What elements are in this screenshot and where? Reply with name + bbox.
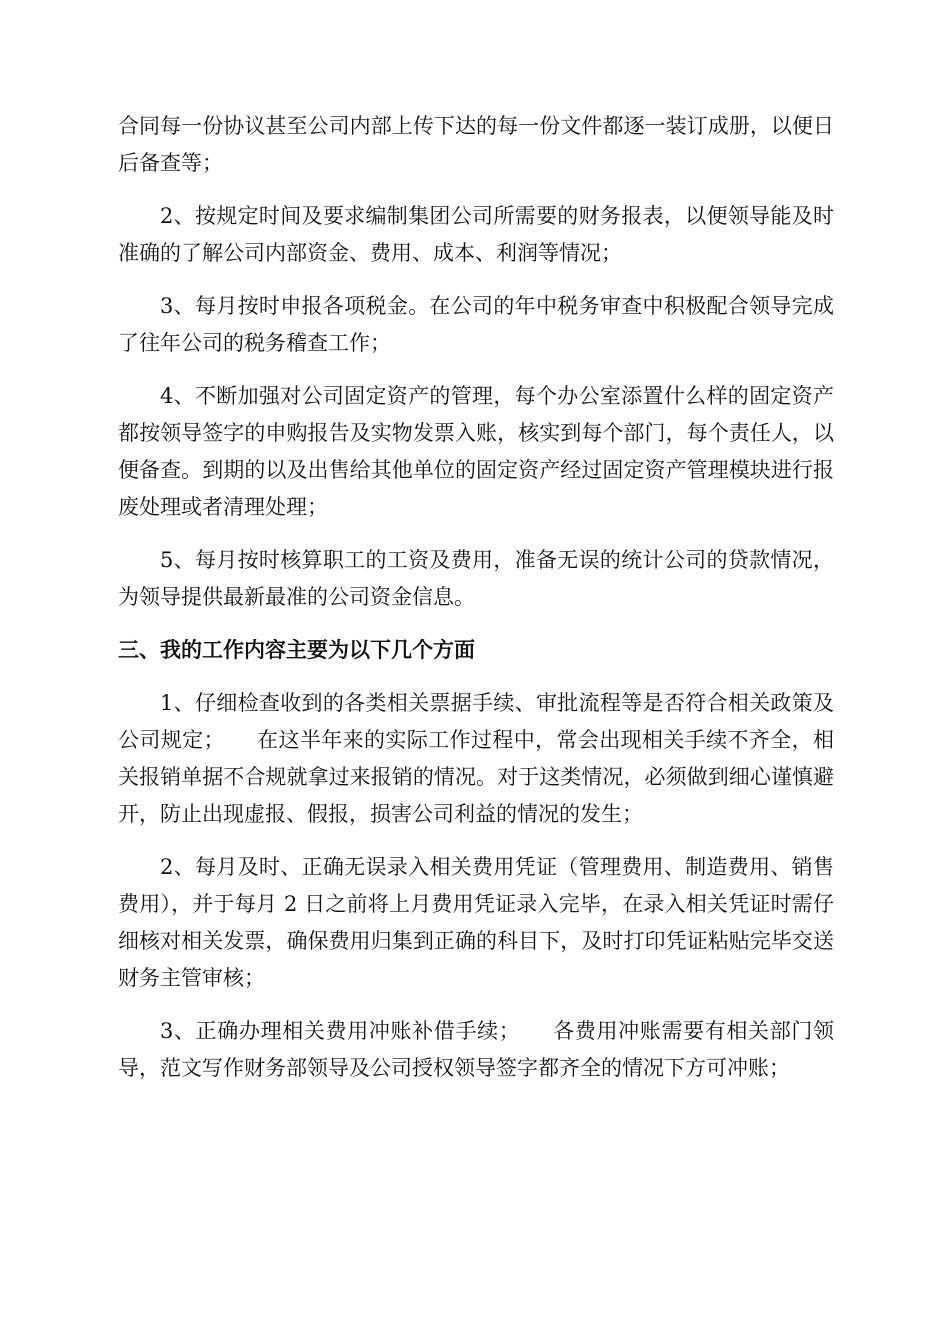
paragraph-section3-item-3: 3、正确办理相关费用冲账补借手续； 各费用冲账需要有相关部门领导，范文写作财务部领导及公司授权领导签字都齐全的情况下方可冲账； [118, 1019, 834, 1080]
paragraph-section3-item-1: 1、仔细检查收到的各类相关票据手续、审批流程等是否符合相关政策及公司规定； 在这半年来的实际工作过程中，常会出现相关手续不齐全，相关报销单据不合规就拿过来报销的情况。对于这类情况，必须做到细心谨慎避开，防止出现虚报、假报，损害公司利益的情况的发生； [118, 691, 834, 826]
paragraph-item-2: 2、按规定时间及要求编制集团公司所需要的财务报表，以便领导能及时准确的了解公司内部资金、费用、成本、利润等情况； [118, 204, 834, 265]
paragraph-continued: 合同每一份协议甚至公司内部上传下达的每一份文件都逐一装订成册，以便日后备查等； [118, 114, 834, 175]
paragraph-item-4: 4、不断加强对公司固定资产的管理，每个办公室添置什么样的固定资产都按领导签字的申购报告及实物发票入账，核实到每个部门，每个责任人，以便备查。到期的以及出售给其他单位的固定资产经过固定资产管理模块进行报废处理或者清理处理； [118, 384, 834, 519]
paragraph-section3-item-2: 2、每月及时、正确无误录入相关费用凭证（管理费用、制造费用、销售费用），并于每月 2 日之前将上月费用凭证录入完毕，在录入相关凭证时需仔细核对相关发票，确保费用归集到正确的科目下，及时打印凭证粘贴完毕交送财务主管审核； [118, 855, 834, 990]
paragraph-item-3: 3、每月按时申报各项税金。在公司的年中税务审查中积极配合领导完成了往年公司的税务稽查工作； [118, 294, 834, 355]
paragraph-item-5: 5、每月按时核算职工的工资及费用，准备无误的统计公司的贷款情况，为领导提供最新最准的公司资金信息。 [118, 548, 834, 609]
document-body [118, 108, 834, 1103]
section-heading: 三、我的工作内容主要为以下几个方面 [118, 638, 475, 662]
